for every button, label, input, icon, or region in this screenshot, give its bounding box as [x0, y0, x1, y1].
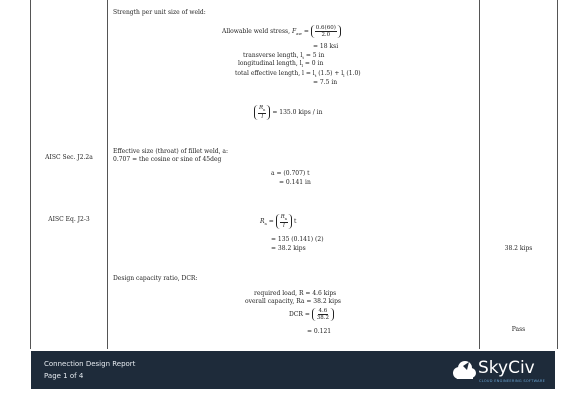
result-line: = 7.5 in [313, 79, 338, 86]
result-status: Pass [511, 326, 526, 333]
result-line: = 18 ksi [313, 43, 339, 50]
section-heading: Effective size (throat) of fillet weld, a: [113, 148, 228, 155]
dcr-equation: DCR = $\frac{4.6}{38.2}$ [289, 308, 334, 322]
strength-per-length-equation: $\frac{R_n}{l}$ = 135.0 kips / in [254, 105, 322, 120]
result-line: = 0.121 [307, 328, 332, 335]
transverse-length: transverse length, $l_t = 5$ in [243, 52, 325, 61]
table-border-left [30, 0, 31, 349]
allowable-stress-equation: Allowable weld stress, $F_{aw}$ = $\frac{0.6(60)}{2.0}$ [222, 25, 341, 41]
table-border-right [557, 0, 558, 349]
section-heading: Strength per unit size of weld: [113, 9, 206, 16]
brand-name: SkyCiv [478, 358, 535, 378]
brand-tagline: CLOUD ENGINEERING SOFTWARE [479, 379, 546, 383]
reference-label: AISC Sec. J2.2a [45, 154, 93, 161]
section-note: 0.707 = the cosine or sine of 45deg [113, 156, 222, 163]
report-footer [31, 351, 555, 389]
result-line: = 135 (0.141) (2) [271, 236, 324, 243]
total-effective-length: total effective length, $l = l_t$ $(1.5) + l_l$ (1.0) [235, 70, 361, 79]
throat-equation: a = (0.707) t [271, 170, 310, 177]
reference-label: AISC Eq. J2-3 [48, 216, 90, 223]
result-line: = 0.141 in [279, 179, 311, 186]
skyciv-logo [449, 357, 549, 383]
result-line: = 38.2 kips [271, 245, 306, 252]
table-divider-ref [107, 0, 108, 349]
overall-capacity: overall capacity, Ra = 38.2 kips [245, 298, 342, 305]
nominal-strength-equation: $R_n$ = $\frac{R_n}{l}$ t [260, 214, 297, 230]
result-value: 38.2 kips [504, 245, 533, 252]
required-load: required load, R = 4.6 kips [254, 290, 337, 297]
longitudinal-length: longitudinal length, $l_l = 0$ in [238, 60, 324, 69]
page-number: Page 1 of 4 [44, 372, 84, 380]
section-heading: Design capacity ratio, DCR: [113, 275, 198, 282]
table-divider-result [479, 0, 480, 349]
report-title: Connection Design Report [44, 360, 136, 368]
cloud-icon [449, 358, 479, 382]
